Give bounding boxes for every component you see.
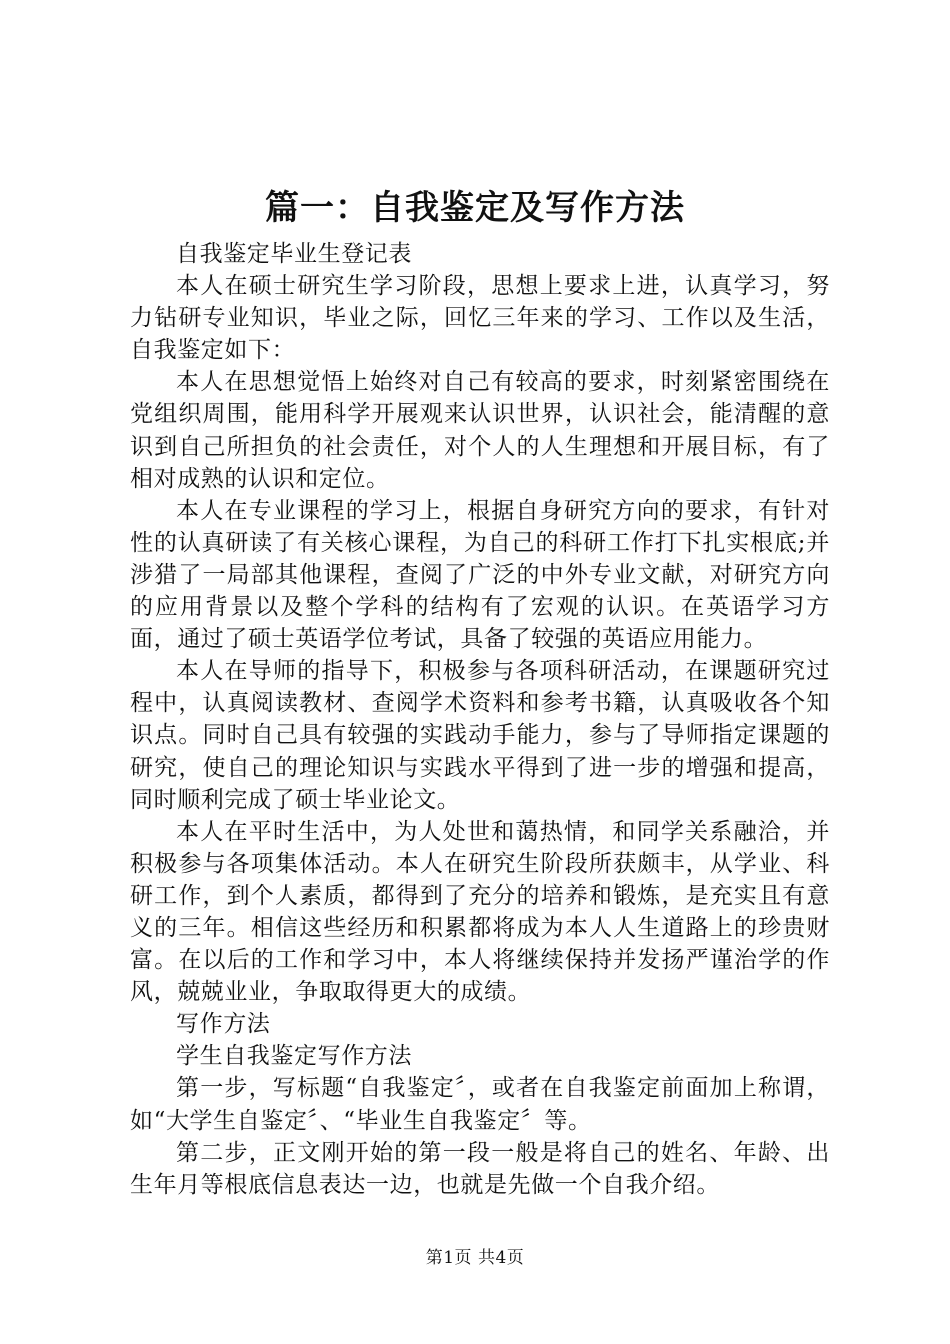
- paragraph-form-heading: 自我鉴定毕业生登记表: [176, 241, 412, 267]
- document-body: [130, 238, 830, 1201]
- paragraph-ideology: 本人在思想觉悟上始终对自己有较高的要求，时刻紧密围绕在党组织周围，能用科学开展观来认识世界，认识社会，能清醒的意识到自己所担负的社会责任，对个人的人生理想和开展目标，有了相对成熟的认识和定位。: [130, 369, 830, 492]
- paragraph-intro: 本人在硕士研究生学习阶段，思想上要求上进，认真学习，努力钻研专业知识，毕业之际，回忆三年来的学习、工作以及生活，自我鉴定如下：: [130, 273, 830, 364]
- page-number-footer: 第1页 共4页: [425, 1248, 525, 1268]
- paragraph-student-method-heading: 学生自我鉴定写作方法: [176, 1043, 412, 1070]
- paragraph-writing-method-heading: 写作方法: [176, 1011, 271, 1038]
- document-title: 篇一：自我鉴定及写作方法: [265, 188, 685, 228]
- paragraph-coursework: 本人在专业课程的学习上，根据自身研究方向的要求，有针对性的认真研读了有关核心课程，为自己的科研工作打下扎实根底;并涉猎了一局部其他课程，查阅了广泛的中外专业文献，对研究方向的应用背景以及整个学科的结构有了宏观的认识。在英语学习方面，通过了硕士英语学位考试，具备了较强的英语应用能力。: [130, 497, 830, 653]
- paragraph-research: 本人在导师的指导下，积极参与各项科研活动，在课题研究过程中，认真阅读教材、查阅学术资料和参考书籍，认真吸收各个知识点。同时自己具有较强的实践动手能力，参与了导师指定课题的研究，使自己的理论知识与实践水平得到了进一步的增强和提高，同时顺利完成了硕士毕业论文。: [130, 658, 830, 813]
- paragraph-step-two: 第二步，正文刚开始的第一段一般是将自己的姓名、年龄、出生年月等根底信息表达一边，也就是先做一个自我介绍。: [130, 1139, 830, 1198]
- paragraph-daily-life: 本人在平时生活中，为人处世和蔼热情，和同学关系融洽，并积极参与各项集体活动。本人在研究生阶段所获颇丰，从学业、科研工作，到个人素质，都得到了充分的培养和锻炼，是充实且有意义的三年。相信这些经历和积累都将成为本人人生道路上的珍贵财富。在以后的工作和学习中，本人将继续保持并发扬严谨治学的作风，兢兢业业，争取取得更大的成绩。: [130, 818, 830, 1006]
- paragraph-step-one: 第一步，写标题“自我鉴定〞，或者在自我鉴定前面加上称谓，如“大学生自鉴定〞、“毕业生自我鉴定〞等。: [130, 1075, 830, 1134]
